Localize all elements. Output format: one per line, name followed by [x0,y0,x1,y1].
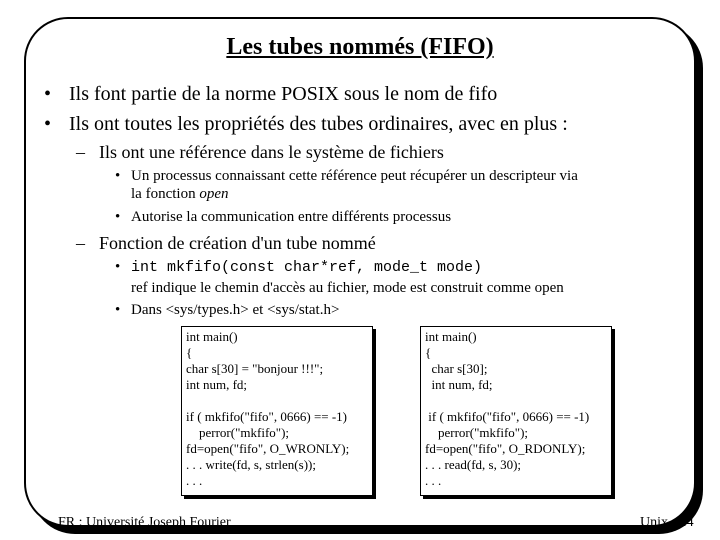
slide-title: Les tubes nommés (FIFO) [226,34,494,60]
open-function-name: open [199,186,229,202]
sub-sub-bullet-descriptor-cont: la fonction open [131,186,229,202]
code-line: perror("mkfifo"); [186,425,290,440]
code-line: . . . [186,473,203,488]
code-line: int main() [425,329,477,344]
code-line: fd=open("fifo", O_RDONLY); [425,441,586,456]
sub-sub-bullet-descriptor: Un processus connaissant cette référence peut récupérer un descripteur via [131,168,578,184]
bullet-properties: Ils ont toutes les propriétés des tubes ordinaires, avec en plus : [69,113,568,135]
code-box-reader [420,326,612,496]
dash-marker: – [76,233,85,253]
code-line: if ( mkfifo("fifo", 0666) == -1) [186,409,348,424]
bullet-marker: • [115,302,121,318]
code-box-writer [181,326,373,496]
code-line: . . . [425,473,442,488]
bullet-marker: • [44,113,52,135]
code-line: char s[30]; [425,361,488,376]
code-line: int num, fd; [186,377,248,392]
footer-page-number: Unix - 14 [640,515,694,530]
dash-marker: – [76,142,85,162]
code-line [186,393,368,409]
footer-institution: FR : Université Joseph Fourier [58,515,231,530]
code-line: fd=open("fifo", O_WRONLY); [186,441,350,456]
bullet-marker: • [115,259,121,275]
code-line: perror("mkfifo"); [425,425,529,440]
code-line: . . . write(fd, s, strlen(s)); [186,457,316,472]
code-line: { [186,345,193,360]
sub-bullet-reference: Ils ont une référence dans le système de fichiers [99,142,444,162]
sub-sub-bullet-communication: Autorise la communication entre différents processus [131,209,452,225]
headers-bullet: Dans <sys/types.h> et <sys/stat.h> [131,302,340,318]
sub-bullet-mkfifo: Fonction de création d'un tube nommé [99,233,376,253]
code-line: if ( mkfifo("fifo", 0666) == -1) [425,409,590,424]
mkfifo-signature: int mkfifo(const char*ref, mode_t mode) [131,259,483,276]
code-line: . . . read(fd, s, 30); [425,457,522,472]
code-line: int num, fd; [425,377,493,392]
code-line: { [425,345,432,360]
bullet-marker: • [115,168,121,184]
code-line: int main() [186,329,238,344]
bullet-marker: • [44,83,52,105]
code-line: char s[30] = "bonjour !!!"; [186,361,324,376]
bullet-marker: • [115,209,121,225]
mkfifo-description: ref indique le chemin d'accès au fichier, mode est construit comme open [131,280,564,296]
code-line [425,393,607,409]
bullet-posix: Ils font partie de la norme POSIX sous le nom de fifo [69,83,498,105]
